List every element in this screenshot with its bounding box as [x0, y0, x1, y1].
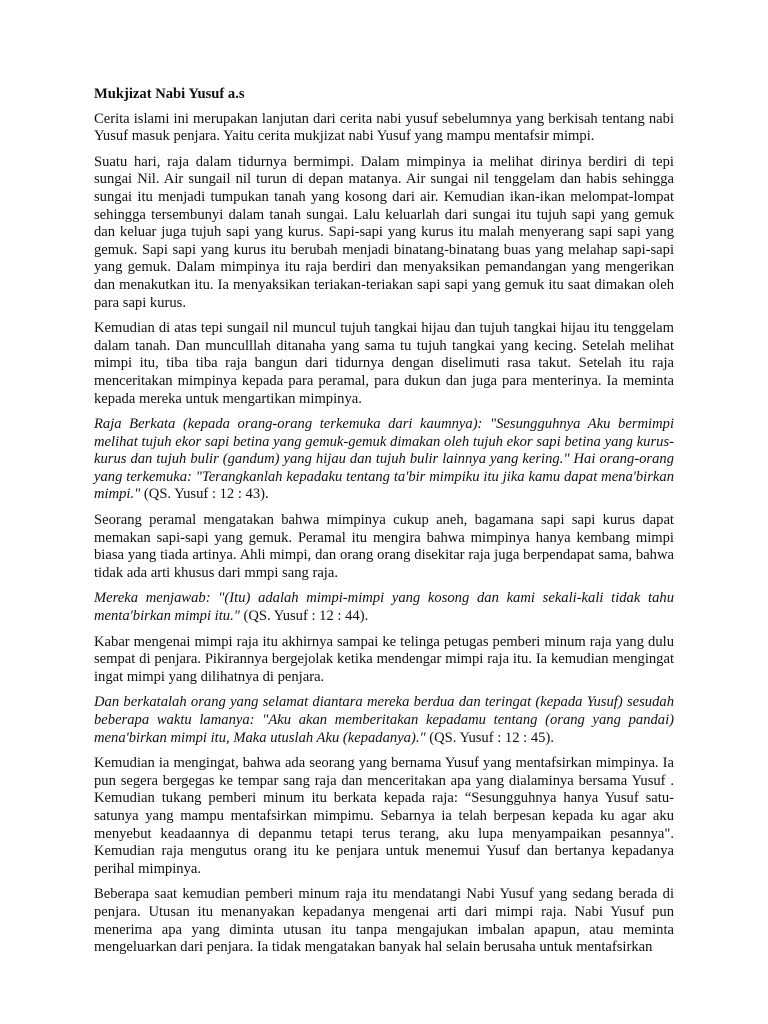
quote-verse-44	[94, 590, 674, 625]
paragraph-visit-prison: Beberapa saat kemudian pemberi minum raja itu mendatangi Nabi Yusuf yang sedang berada di penjara. Utusan itu menanyakan kepadanya mengenai arti dari mimpi raja. Nabi Yusuf pun menerima apa yang diminta utusan itu tanpa mengajukan imbalan apapun, atau meminta mengeluarkan dari penjara. Ia tidak mengatakan banyak hal selain berusaha untuk mentafsirkan	[94, 886, 674, 956]
paragraph-cupbearer: Kabar mengenai mimpi raja itu akhirnya sampai ke telinga petugas pemberi minum raja yang dulu sempat di penjara. Pikirannya bergejolak ketika mendengar mimpi raja itu. Ia kemudian mengingat ingat mimpi yang dilihatnya di penjara.	[94, 633, 674, 685]
paragraph-fortune-teller: Seorang peramal mengatakan bahwa mimpinya cukup aneh, bagamana sapi sapi kurus dapat memakan sapi-sapi yang gemuk. Peramal itu mengira bahwa mimpinya hanya kembang mimpi biasa yang tiada artinya. Ahli mimpi, dan orang orang disekitar raja juga berpendapat sama, bahwa tidak ada arti khusus dari mmpi sang raja.	[94, 512, 674, 581]
paragraph-intro: Cerita islami ini merupakan lanjutan dari cerita nabi yusuf sebelumnya yang berkisah tentang nabi Yusuf masuk penjara. Yaitu cerita mukjizat nabi Yusuf yang mampu mentafsir mimpi.	[94, 110, 674, 145]
quote-verse-44-text: Mereka menjawab: "(Itu) adalah mimpi-mimpi yang kosong dan kami sekali-kali tidak tahu menta'birkan mimpi itu."	[94, 590, 674, 625]
document-page	[94, 86, 674, 965]
paragraph-stalks: Kemudian di atas tepi sungail nil muncul tujuh tangkai hijau dan tujuh tangkai hijau itu tenggelam dalam tanah. Dan munculllah ditanaha yang sama tu tujuh tangkai yang kecing. Setelah melihat mimpi itu, tiba tiba raja bangun dari tidurnya dengan diselimuti rasa takut. Setelah itu raja menceritakan mimpinya kepada para peramal, para dukun dan juga para menterinya. Ia meminta kepada mereka untuk mengartikan mimpinya.	[94, 320, 674, 407]
paragraph-dream: Suatu hari, raja dalam tidurnya bermimpi. Dalam mimpinya ia melihat dirinya berdiri di tepi sungai Nil. Air sungail nil turun di depan matanya. Air sungai nil tenggelam dan habis sehingga sungai itu menjadi tumpukan tanah yang kosong dari air. Kemudian ikan-ikan melompat-lompat sehingga tersembunyi dalam tanah sungai. Lalu keluarlah dari sungai itu tujuh sapi yang gemuk dan keluar juga tujuh sapi yang kurus. Sapi-sapi yang kurus itu malah menyerang sapi sapi yang gemuk. Sapi sapi yang kurus itu berubah menjadi binatang-binatang buas yang melahap sapi-sapi yang gemuk. Dalam mimpinya itu raja berdiri dan menyaksikan pemandangan yang mengerikan dan menakutkan itu. Ia menyaksikan teriakan-teriakan sapi sapi yang gemuk itu saat dimakan oleh para sapi kurus.	[94, 153, 674, 311]
quote-verse-44-ref: (QS. Yusuf : 12 : 44).	[239, 608, 369, 625]
quote-verse-43	[94, 416, 674, 504]
quote-verse-45-text: Dan berkatalah orang yang selamat diantara mereka berdua dan teringat (kepada Yusuf) sesudah beberapa waktu lamanya: "Aku akan memberitakan kepadamu tentang (orang yang pandai) mena'birkan mimpi itu, Maka utuslah Aku (kepadanya)."	[94, 694, 674, 746]
quote-verse-43-text: Raja Berkata (kepada orang-orang terkemuka dari kaumnya): "Sesungguhnya Aku bermimpi melihat tujuh ekor sapi betina yang gemuk-gemuk dimakan oleh tujuh ekor sapi betina yang kurus-kurus dan tujuh bulir (gandum) yang hijau dan tujuh bulir lainnya yang kering." Hai orang-orang yang terkemuka: "Terangkanlah kepadaku tentang ta'bir mimpiku itu jika kamu dapat mena'birkan mimpi."	[94, 416, 674, 503]
document-title: Mukjizat Nabi Yusuf a.s	[94, 86, 245, 102]
quote-verse-43-ref: (QS. Yusuf : 12 : 43).	[140, 486, 269, 503]
paragraph-remembers-yusuf: Kemudian ia mengingat, bahwa ada seorang yang bernama Yusuf yang mentafsirkan mimpinya. Ia pun segera bergegas ke tempar sang raja dan menceritakan apa yang dialaminya bersama Yusuf . Kemudian tukang pemberi minum itu berkata kepada raja: “Sesungguhnya hanya Yusuf satu-satunya yang mampu mentafsirkan mimpimu. Sebarnya ia telah berpesan kepada ku agar aku menyebut keadaannya di depanmu tetapi terus terang, aku lupa menyampaikan pesannya". Kemudian raja mengutus orang itu ke penjara untuk menemui Yusuf dan bertanya kepadanya perihal mimpinya.	[94, 755, 674, 877]
quote-verse-45	[94, 694, 674, 747]
quote-verse-45-ref: (QS. Yusuf : 12 : 45).	[425, 729, 554, 746]
